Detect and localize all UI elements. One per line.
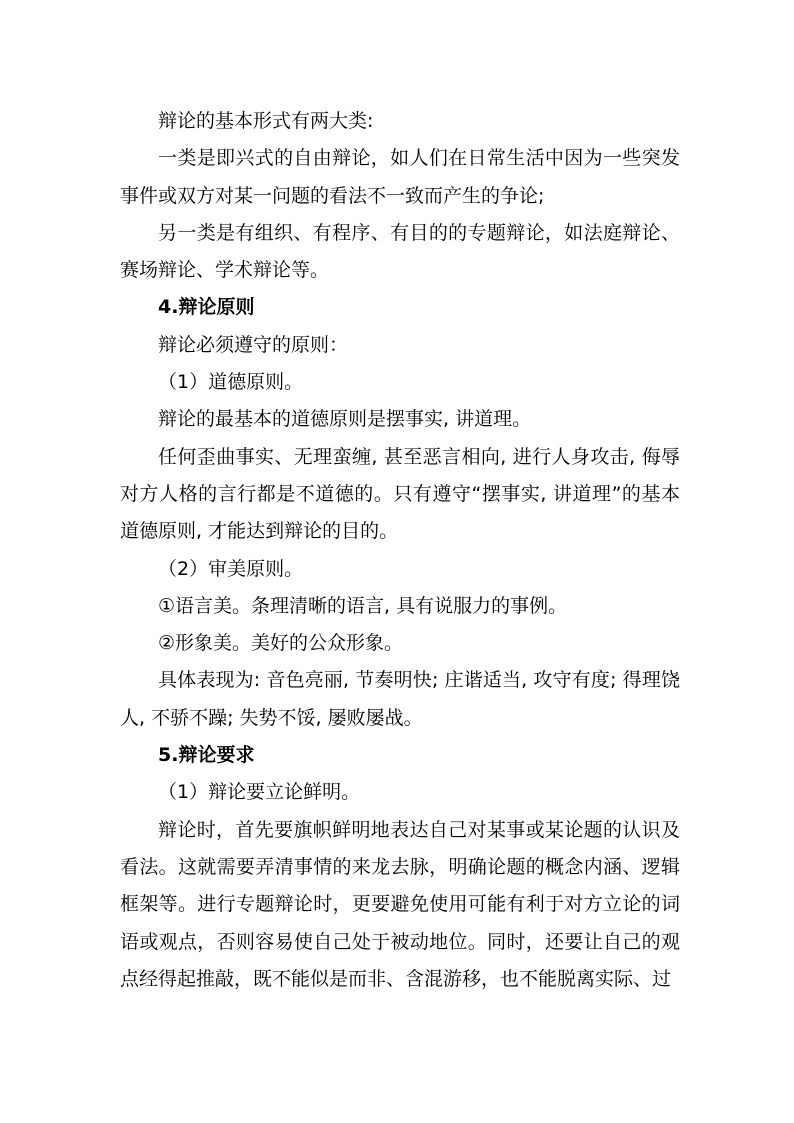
document-body	[120, 103, 680, 998]
paragraph-debate-forms-intro: 辩论的基本形式有两大类:	[158, 110, 374, 132]
paragraph-principles-intro: 辩论必须遵守的原则：	[158, 333, 349, 356]
paragraph-organized-debate: 另一类是有组织、有程序、有目的的专题辩论，如法庭辩论、赛场辩论、学术辩论等。	[120, 221, 680, 282]
list-item-language-beauty: ①语言美。条理清晰的语言, 具有说服力的事例。	[158, 594, 568, 617]
section-heading-debate-requirements: 5.辩论要求	[158, 744, 255, 767]
list-item-image-beauty: ②形象美。美好的公众形象。	[158, 632, 404, 655]
paragraph-immoral-behaviour: 任何歪曲事实、无理蛮缠, 甚至恶言相向, 进行人身攻击, 侮辱对方人格的言行都是不道德的。只有遵守“摆事实, 讲道理”的基本道德原则, 才能达到辩论的目的。	[120, 445, 680, 543]
paragraph-clear-argument-detail: 辩论时，首先要旗帜鲜明地表达自己对某事或某论题的认识及看法。这就需要弄清事情的来龙去脉，明确论题的概念内涵、逻辑框架等。进行专题辩论时，更要避免使用可能有利于对方立论的词语或观点，否则容易使自己处于被动地位。同时，还要让自己的观点经得起推敲，既不能似是而非、含混游移，也不能脱离实际、过	[120, 818, 680, 990]
list-item-aesthetic-principle: （2）审美原则。	[158, 557, 304, 580]
paragraph-concrete-manifestations: 具体表现为: 音色亮丽, 节奏明快; 庄谐适当, 攻守有度; 得理饶人, 不骄不躁; 失势不馁, 屡败屡战。	[120, 669, 680, 729]
paragraph-moral-principle: 辩论的最基本的道德原则是摆事实, 讲道理。	[158, 408, 532, 431]
list-item-clear-argument: （1）辩论要立论鲜明。	[158, 781, 361, 804]
list-item-moral-principle: （1）道德原则。	[158, 371, 304, 394]
section-heading-debate-principles: 4.辩论原则	[158, 296, 255, 319]
paragraph-impromptu-debate: 一类是即兴式的自由辩论，如人们在日常生活中因为一些突发事件或双方对某一问题的看法不一致而产生的争论;	[120, 147, 680, 207]
